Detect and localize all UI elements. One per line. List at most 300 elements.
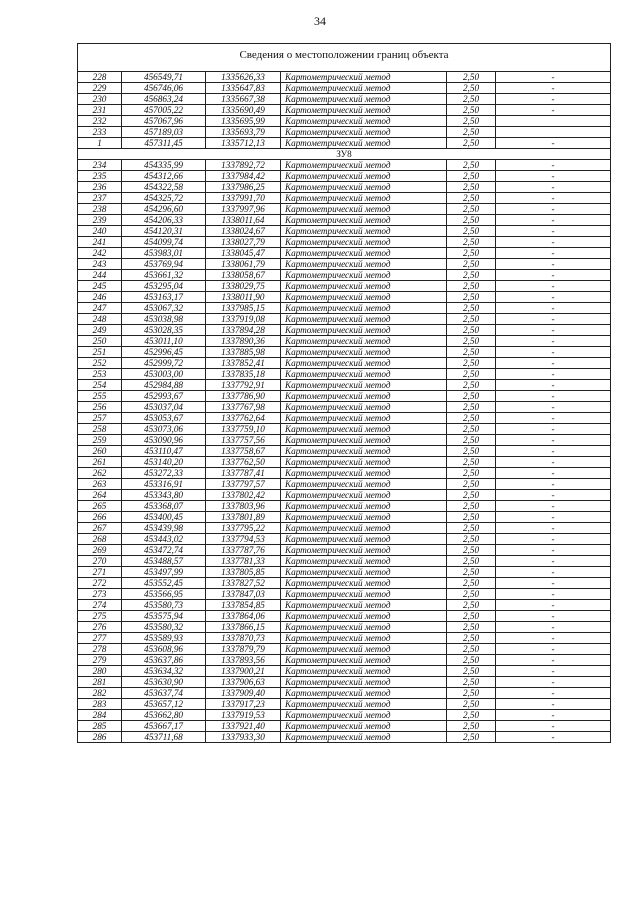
point-number-cell: 277 bbox=[78, 633, 122, 644]
accuracy-cell: 2,50 bbox=[447, 699, 496, 710]
description-cell: - bbox=[496, 710, 611, 721]
accuracy-cell: 2,50 bbox=[447, 589, 496, 600]
x-coordinate-cell: 456863,24 bbox=[122, 94, 206, 105]
method-cell: Картометрический метод bbox=[281, 589, 447, 600]
point-number-cell: 270 bbox=[78, 556, 122, 567]
point-number-cell: 286 bbox=[78, 732, 122, 743]
point-number-cell: 240 bbox=[78, 226, 122, 237]
description-cell: - bbox=[496, 380, 611, 391]
table-row bbox=[78, 72, 611, 83]
point-number-cell: 231 bbox=[78, 105, 122, 116]
point-number-cell: 269 bbox=[78, 545, 122, 556]
table-row bbox=[78, 424, 611, 435]
y-coordinate-cell: 1337757,56 bbox=[206, 435, 281, 446]
description-cell: - bbox=[496, 325, 611, 336]
y-coordinate-cell: 1337985,15 bbox=[206, 303, 281, 314]
description-cell: - bbox=[496, 424, 611, 435]
x-coordinate-cell: 453316,91 bbox=[122, 479, 206, 490]
description-cell: - bbox=[496, 468, 611, 479]
x-coordinate-cell: 453038,98 bbox=[122, 314, 206, 325]
y-coordinate-cell: 1338058,67 bbox=[206, 270, 281, 281]
method-cell: Картометрический метод bbox=[281, 545, 447, 556]
point-number-cell: 258 bbox=[78, 424, 122, 435]
description-cell: - bbox=[496, 688, 611, 699]
description-cell: - bbox=[496, 347, 611, 358]
description-cell: - bbox=[496, 215, 611, 226]
y-coordinate-cell: 1337892,72 bbox=[206, 160, 281, 171]
point-number-cell: 241 bbox=[78, 237, 122, 248]
accuracy-cell: 2,50 bbox=[447, 457, 496, 468]
method-cell: Картометрический метод bbox=[281, 358, 447, 369]
description-cell: - bbox=[496, 94, 611, 105]
description-cell: - bbox=[496, 248, 611, 259]
accuracy-cell: 2,50 bbox=[447, 259, 496, 270]
point-number-cell: 253 bbox=[78, 369, 122, 380]
x-coordinate-cell: 453552,45 bbox=[122, 578, 206, 589]
table-row bbox=[78, 116, 611, 127]
table-row bbox=[78, 699, 611, 710]
table-row bbox=[78, 435, 611, 446]
table-row bbox=[78, 622, 611, 633]
description-cell bbox=[496, 127, 611, 138]
description-cell: - bbox=[496, 699, 611, 710]
table-row bbox=[78, 534, 611, 545]
description-cell: - bbox=[496, 677, 611, 688]
y-coordinate-cell: 1337885,98 bbox=[206, 347, 281, 358]
table-row bbox=[78, 105, 611, 116]
accuracy-cell: 2,50 bbox=[447, 380, 496, 391]
method-cell: Картометрический метод bbox=[281, 721, 447, 732]
method-cell: Картометрический метод bbox=[281, 105, 447, 116]
accuracy-cell: 2,50 bbox=[447, 710, 496, 721]
table-row bbox=[78, 160, 611, 171]
method-cell: Картометрический метод bbox=[281, 699, 447, 710]
x-coordinate-cell: 453497,99 bbox=[122, 567, 206, 578]
x-coordinate-cell: 453067,32 bbox=[122, 303, 206, 314]
accuracy-cell: 2,50 bbox=[447, 479, 496, 490]
method-cell: Картометрический метод bbox=[281, 380, 447, 391]
accuracy-cell: 2,50 bbox=[447, 193, 496, 204]
method-cell: Картометрический метод bbox=[281, 688, 447, 699]
x-coordinate-cell: 453295,04 bbox=[122, 281, 206, 292]
point-number-cell: 245 bbox=[78, 281, 122, 292]
method-cell: Картометрический метод bbox=[281, 270, 447, 281]
table-row bbox=[78, 237, 611, 248]
description-cell: - bbox=[496, 666, 611, 677]
x-coordinate-cell: 453011,10 bbox=[122, 336, 206, 347]
accuracy-cell: 2,50 bbox=[447, 655, 496, 666]
description-cell: - bbox=[496, 534, 611, 545]
y-coordinate-cell: 1337991,70 bbox=[206, 193, 281, 204]
x-coordinate-cell: 452984,88 bbox=[122, 380, 206, 391]
description-cell: - bbox=[496, 501, 611, 512]
table-row bbox=[78, 655, 611, 666]
x-coordinate-cell: 453037,04 bbox=[122, 402, 206, 413]
y-coordinate-cell: 1338024,67 bbox=[206, 226, 281, 237]
accuracy-cell: 2,50 bbox=[447, 116, 496, 127]
description-cell: - bbox=[496, 633, 611, 644]
description-cell: - bbox=[496, 567, 611, 578]
description-cell: - bbox=[496, 512, 611, 523]
y-coordinate-cell: 1337879,79 bbox=[206, 644, 281, 655]
point-number-cell: 265 bbox=[78, 501, 122, 512]
description-cell: - bbox=[496, 523, 611, 534]
method-cell: Картометрический метод bbox=[281, 94, 447, 105]
accuracy-cell: 2,50 bbox=[447, 413, 496, 424]
point-number-cell: 266 bbox=[78, 512, 122, 523]
y-coordinate-cell: 1337894,28 bbox=[206, 325, 281, 336]
y-coordinate-cell: 1337890,36 bbox=[206, 336, 281, 347]
accuracy-cell: 2,50 bbox=[447, 303, 496, 314]
x-coordinate-cell: 453400,45 bbox=[122, 512, 206, 523]
x-coordinate-cell: 454312,66 bbox=[122, 171, 206, 182]
point-number-cell: 280 bbox=[78, 666, 122, 677]
method-cell: Картометрический метод bbox=[281, 677, 447, 688]
description-cell: - bbox=[496, 457, 611, 468]
point-number-cell: 261 bbox=[78, 457, 122, 468]
method-cell: Картометрический метод bbox=[281, 171, 447, 182]
point-number-cell: 236 bbox=[78, 182, 122, 193]
y-coordinate-cell: 1335626,33 bbox=[206, 72, 281, 83]
point-number-cell: 276 bbox=[78, 622, 122, 633]
accuracy-cell: 2,50 bbox=[447, 204, 496, 215]
point-number-cell: 249 bbox=[78, 325, 122, 336]
table-row bbox=[78, 369, 611, 380]
boundary-coordinates-table bbox=[77, 43, 611, 743]
y-coordinate-cell: 1337781,33 bbox=[206, 556, 281, 567]
y-coordinate-cell: 1337827,52 bbox=[206, 578, 281, 589]
point-number-cell: 237 bbox=[78, 193, 122, 204]
y-coordinate-cell: 1337893,56 bbox=[206, 655, 281, 666]
description-cell: - bbox=[496, 391, 611, 402]
x-coordinate-cell: 454120,31 bbox=[122, 226, 206, 237]
accuracy-cell: 2,50 bbox=[447, 336, 496, 347]
table-row bbox=[78, 501, 611, 512]
method-cell: Картометрический метод bbox=[281, 259, 447, 270]
accuracy-cell: 2,50 bbox=[447, 721, 496, 732]
accuracy-cell: 2,50 bbox=[447, 501, 496, 512]
description-cell: - bbox=[496, 336, 611, 347]
description-cell: - bbox=[496, 369, 611, 380]
description-cell: - bbox=[496, 314, 611, 325]
x-coordinate-cell: 453163,17 bbox=[122, 292, 206, 303]
method-cell: Картометрический метод bbox=[281, 446, 447, 457]
table-row bbox=[78, 479, 611, 490]
x-coordinate-cell: 453657,12 bbox=[122, 699, 206, 710]
y-coordinate-cell: 1335712,13 bbox=[206, 138, 281, 149]
accuracy-cell: 2,50 bbox=[447, 226, 496, 237]
table-row bbox=[78, 138, 611, 149]
method-cell: Картометрический метод bbox=[281, 204, 447, 215]
description-cell: - bbox=[496, 721, 611, 732]
accuracy-cell: 2,50 bbox=[447, 160, 496, 171]
description-cell bbox=[496, 116, 611, 127]
point-number-cell: 244 bbox=[78, 270, 122, 281]
description-cell: - bbox=[496, 611, 611, 622]
point-number-cell: 273 bbox=[78, 589, 122, 600]
method-cell: Картометрический метод bbox=[281, 710, 447, 721]
x-coordinate-cell: 453439,98 bbox=[122, 523, 206, 534]
description-cell: - bbox=[496, 644, 611, 655]
y-coordinate-cell: 1338011,64 bbox=[206, 215, 281, 226]
point-number-cell: 248 bbox=[78, 314, 122, 325]
point-number-cell: 242 bbox=[78, 248, 122, 259]
y-coordinate-cell: 1337986,25 bbox=[206, 182, 281, 193]
y-coordinate-cell: 1338011,90 bbox=[206, 292, 281, 303]
accuracy-cell: 2,50 bbox=[447, 468, 496, 479]
accuracy-cell: 2,50 bbox=[447, 424, 496, 435]
description-cell: - bbox=[496, 259, 611, 270]
method-cell: Картометрический метод bbox=[281, 314, 447, 325]
method-cell: Картометрический метод bbox=[281, 83, 447, 94]
y-coordinate-cell: 1337759,10 bbox=[206, 424, 281, 435]
method-cell: Картометрический метод bbox=[281, 556, 447, 567]
accuracy-cell: 2,50 bbox=[447, 138, 496, 149]
point-number-cell: 285 bbox=[78, 721, 122, 732]
method-cell: Картометрический метод bbox=[281, 215, 447, 226]
point-number-cell: 239 bbox=[78, 215, 122, 226]
accuracy-cell: 2,50 bbox=[447, 578, 496, 589]
y-coordinate-cell: 1337852,41 bbox=[206, 358, 281, 369]
x-coordinate-cell: 454325,72 bbox=[122, 193, 206, 204]
method-cell: Картометрический метод bbox=[281, 512, 447, 523]
y-coordinate-cell: 1337900,21 bbox=[206, 666, 281, 677]
point-number-cell: 233 bbox=[78, 127, 122, 138]
x-coordinate-cell: 454296,60 bbox=[122, 204, 206, 215]
x-coordinate-cell: 453634,32 bbox=[122, 666, 206, 677]
y-coordinate-cell: 1337762,64 bbox=[206, 413, 281, 424]
method-cell: Картометрический метод bbox=[281, 633, 447, 644]
x-coordinate-cell: 453711,68 bbox=[122, 732, 206, 743]
method-cell: Картометрический метод bbox=[281, 424, 447, 435]
description-cell: - bbox=[496, 171, 611, 182]
accuracy-cell: 2,50 bbox=[447, 94, 496, 105]
description-cell: - bbox=[496, 182, 611, 193]
point-number-cell: 264 bbox=[78, 490, 122, 501]
accuracy-cell: 2,50 bbox=[447, 314, 496, 325]
y-coordinate-cell: 1337758,67 bbox=[206, 446, 281, 457]
accuracy-cell: 2,50 bbox=[447, 446, 496, 457]
x-coordinate-cell: 456746,06 bbox=[122, 83, 206, 94]
y-coordinate-cell: 1335695,99 bbox=[206, 116, 281, 127]
table-row bbox=[78, 666, 611, 677]
table-row bbox=[78, 523, 611, 534]
table-row bbox=[78, 215, 611, 226]
x-coordinate-cell: 453090,96 bbox=[122, 435, 206, 446]
description-cell: - bbox=[496, 622, 611, 633]
accuracy-cell: 2,50 bbox=[447, 512, 496, 523]
description-cell: - bbox=[496, 446, 611, 457]
method-cell: Картометрический метод bbox=[281, 182, 447, 193]
x-coordinate-cell: 453073,06 bbox=[122, 424, 206, 435]
x-coordinate-cell: 453575,94 bbox=[122, 611, 206, 622]
x-coordinate-cell: 454322,58 bbox=[122, 182, 206, 193]
x-coordinate-cell: 453028,35 bbox=[122, 325, 206, 336]
accuracy-cell: 2,50 bbox=[447, 567, 496, 578]
y-coordinate-cell: 1337847,03 bbox=[206, 589, 281, 600]
table-row bbox=[78, 380, 611, 391]
y-coordinate-cell: 1337805,85 bbox=[206, 567, 281, 578]
accuracy-cell: 2,50 bbox=[447, 402, 496, 413]
x-coordinate-cell: 453580,73 bbox=[122, 600, 206, 611]
description-cell: - bbox=[496, 237, 611, 248]
point-number-cell: 1 bbox=[78, 138, 122, 149]
point-number-cell: 257 bbox=[78, 413, 122, 424]
method-cell: Картометрический метод bbox=[281, 567, 447, 578]
description-cell: - bbox=[496, 479, 611, 490]
y-coordinate-cell: 1335667,38 bbox=[206, 94, 281, 105]
accuracy-cell: 2,50 bbox=[447, 83, 496, 94]
description-cell: - bbox=[496, 303, 611, 314]
y-coordinate-cell: 1337803,96 bbox=[206, 501, 281, 512]
y-coordinate-cell: 1335647,83 bbox=[206, 83, 281, 94]
table-row bbox=[78, 347, 611, 358]
table-row bbox=[78, 688, 611, 699]
y-coordinate-cell: 1337767,98 bbox=[206, 402, 281, 413]
point-number-cell: 262 bbox=[78, 468, 122, 479]
description-cell: - bbox=[496, 193, 611, 204]
table-row bbox=[78, 457, 611, 468]
accuracy-cell: 2,50 bbox=[447, 688, 496, 699]
method-cell: Картометрический метод bbox=[281, 237, 447, 248]
y-coordinate-cell: 1337787,76 bbox=[206, 545, 281, 556]
table-row bbox=[78, 402, 611, 413]
y-coordinate-cell: 1337909,40 bbox=[206, 688, 281, 699]
point-number-cell: 235 bbox=[78, 171, 122, 182]
accuracy-cell: 2,50 bbox=[447, 732, 496, 743]
method-cell: Картометрический метод bbox=[281, 160, 447, 171]
description-cell: - bbox=[496, 578, 611, 589]
y-coordinate-cell: 1337917,23 bbox=[206, 699, 281, 710]
accuracy-cell: 2,50 bbox=[447, 611, 496, 622]
method-cell: Картометрический метод bbox=[281, 292, 447, 303]
description-cell: - bbox=[496, 281, 611, 292]
y-coordinate-cell: 1337802,42 bbox=[206, 490, 281, 501]
point-number-cell: 243 bbox=[78, 259, 122, 270]
point-number-cell: 259 bbox=[78, 435, 122, 446]
method-cell: Картометрический метод bbox=[281, 534, 447, 545]
table-row bbox=[78, 325, 611, 336]
method-cell: Картометрический метод bbox=[281, 336, 447, 347]
y-coordinate-cell: 1337921,40 bbox=[206, 721, 281, 732]
x-coordinate-cell: 456549,71 bbox=[122, 72, 206, 83]
description-cell: - bbox=[496, 270, 611, 281]
x-coordinate-cell: 453637,86 bbox=[122, 655, 206, 666]
table-title-row bbox=[78, 44, 611, 72]
table-row bbox=[78, 446, 611, 457]
method-cell: Картометрический метод bbox=[281, 116, 447, 127]
table-row bbox=[78, 468, 611, 479]
method-cell: Картометрический метод bbox=[281, 402, 447, 413]
point-number-cell: 246 bbox=[78, 292, 122, 303]
table-row bbox=[78, 281, 611, 292]
x-coordinate-cell: 453368,07 bbox=[122, 501, 206, 512]
accuracy-cell: 2,50 bbox=[447, 270, 496, 281]
table-row bbox=[78, 259, 611, 270]
table-row bbox=[78, 83, 611, 94]
method-cell: Картометрический метод bbox=[281, 138, 447, 149]
method-cell: Картометрический метод bbox=[281, 578, 447, 589]
accuracy-cell: 2,50 bbox=[447, 369, 496, 380]
accuracy-cell: 2,50 bbox=[447, 215, 496, 226]
section-header-row bbox=[78, 149, 611, 160]
method-cell: Картометрический метод bbox=[281, 391, 447, 402]
point-number-cell: 247 bbox=[78, 303, 122, 314]
y-coordinate-cell: 1337870,73 bbox=[206, 633, 281, 644]
y-coordinate-cell: 1335690,49 bbox=[206, 105, 281, 116]
point-number-cell: 278 bbox=[78, 644, 122, 655]
method-cell: Картометрический метод bbox=[281, 457, 447, 468]
x-coordinate-cell: 454335,99 bbox=[122, 160, 206, 171]
description-cell: - bbox=[496, 732, 611, 743]
x-coordinate-cell: 453667,17 bbox=[122, 721, 206, 732]
method-cell: Картометрический метод bbox=[281, 248, 447, 259]
accuracy-cell: 2,50 bbox=[447, 644, 496, 655]
table-row bbox=[78, 600, 611, 611]
method-cell: Картометрический метод bbox=[281, 523, 447, 534]
y-coordinate-cell: 1337787,41 bbox=[206, 468, 281, 479]
table-row bbox=[78, 490, 611, 501]
accuracy-cell: 2,50 bbox=[447, 391, 496, 402]
method-cell: Картометрический метод bbox=[281, 303, 447, 314]
table-row bbox=[78, 644, 611, 655]
x-coordinate-cell: 452993,67 bbox=[122, 391, 206, 402]
x-coordinate-cell: 453110,47 bbox=[122, 446, 206, 457]
x-coordinate-cell: 453661,32 bbox=[122, 270, 206, 281]
table-row bbox=[78, 611, 611, 622]
y-coordinate-cell: 1335693,79 bbox=[206, 127, 281, 138]
y-coordinate-cell: 1337906,63 bbox=[206, 677, 281, 688]
table-row bbox=[78, 182, 611, 193]
accuracy-cell: 2,50 bbox=[447, 534, 496, 545]
x-coordinate-cell: 452999,72 bbox=[122, 358, 206, 369]
y-coordinate-cell: 1337762,50 bbox=[206, 457, 281, 468]
x-coordinate-cell: 457311,45 bbox=[122, 138, 206, 149]
method-cell: Картометрический метод bbox=[281, 281, 447, 292]
accuracy-cell: 2,50 bbox=[447, 72, 496, 83]
y-coordinate-cell: 1337795,22 bbox=[206, 523, 281, 534]
method-cell: Картометрический метод bbox=[281, 479, 447, 490]
method-cell: Картометрический метод bbox=[281, 468, 447, 479]
method-cell: Картометрический метод bbox=[281, 655, 447, 666]
point-number-cell: 260 bbox=[78, 446, 122, 457]
accuracy-cell: 2,50 bbox=[447, 677, 496, 688]
y-coordinate-cell: 1337794,53 bbox=[206, 534, 281, 545]
x-coordinate-cell: 454099,74 bbox=[122, 237, 206, 248]
method-cell: Картометрический метод bbox=[281, 490, 447, 501]
point-number-cell: 263 bbox=[78, 479, 122, 490]
description-cell: - bbox=[496, 413, 611, 424]
table-row bbox=[78, 732, 611, 743]
method-cell: Картометрический метод bbox=[281, 127, 447, 138]
point-number-cell: 284 bbox=[78, 710, 122, 721]
accuracy-cell: 2,50 bbox=[447, 358, 496, 369]
accuracy-cell: 2,50 bbox=[447, 237, 496, 248]
table-row bbox=[78, 391, 611, 402]
point-number-cell: 229 bbox=[78, 83, 122, 94]
y-coordinate-cell: 1337919,53 bbox=[206, 710, 281, 721]
accuracy-cell: 2,50 bbox=[447, 545, 496, 556]
table-title: Сведения о местоположении границ объекта bbox=[78, 44, 611, 72]
description-cell: - bbox=[496, 72, 611, 83]
accuracy-cell: 2,50 bbox=[447, 633, 496, 644]
accuracy-cell: 2,50 bbox=[447, 556, 496, 567]
y-coordinate-cell: 1338027,79 bbox=[206, 237, 281, 248]
point-number-cell: 255 bbox=[78, 391, 122, 402]
point-number-cell: 267 bbox=[78, 523, 122, 534]
method-cell: Картометрический метод bbox=[281, 644, 447, 655]
x-coordinate-cell: 453053,67 bbox=[122, 413, 206, 424]
